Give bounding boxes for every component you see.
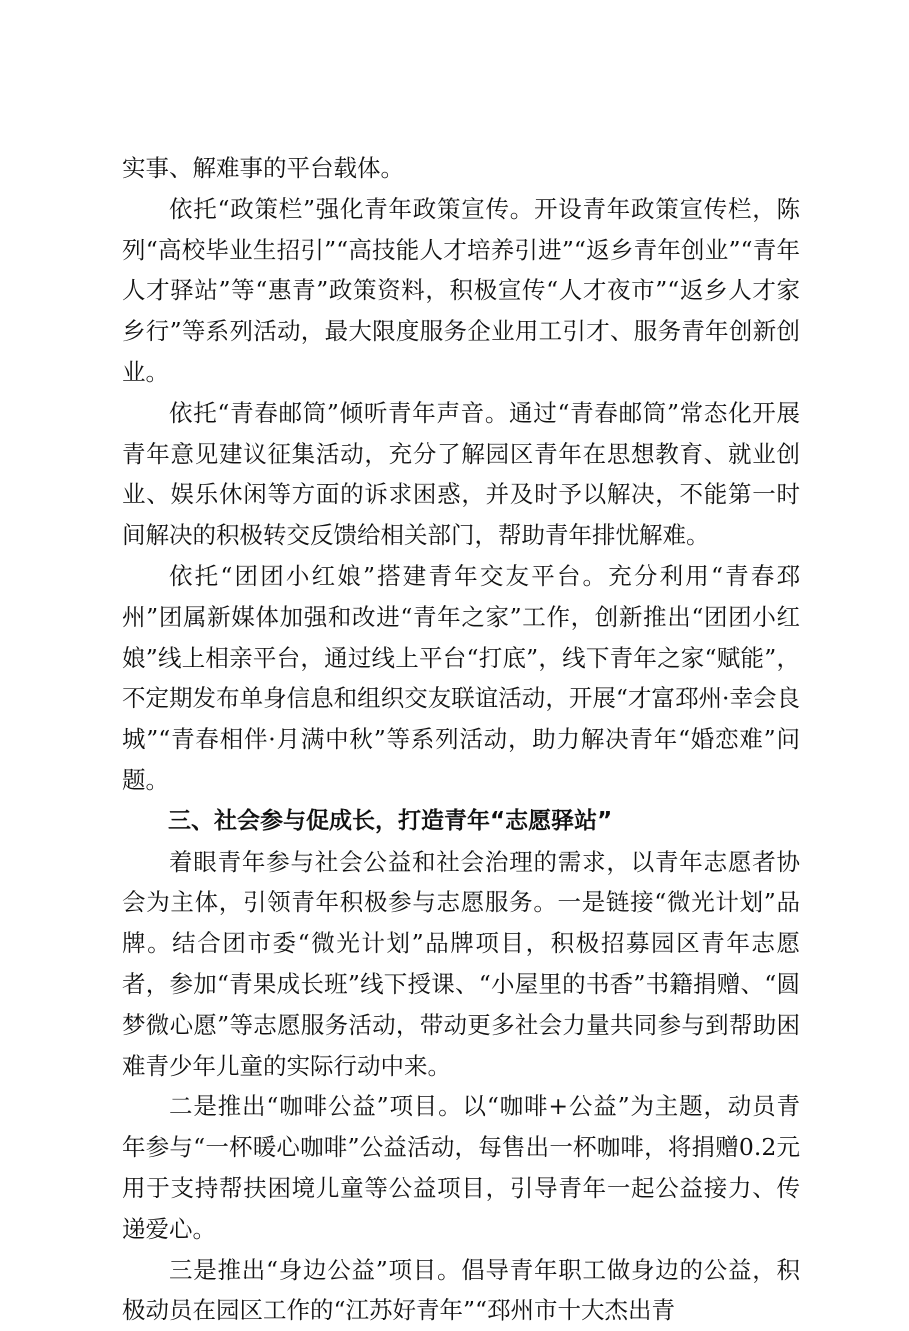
section-heading: 三、社会参与促成长，打造青年“志愿驿站”: [168, 807, 613, 834]
paragraph-policy-column: 依托“政策栏”强化青年政策宣传。开设青年政策宣传栏，陈列“高校毕业生招引”“高技能人才培养引进”“返乡青年创业”“青年人才驿站”等“惠青”政策资料，积极宣传“人才夜市”“返乡人才家乡行”等系列活动，最大限度服务企业用工引才、服务青年创新创业。: [122, 194, 800, 386]
paragraph-nearby-charity: 三是推出“身边公益”项目。倡导青年职工做身边的公益，积极动员在园区工作的“江苏好青年”“邳州市十大杰出青: [122, 1255, 800, 1325]
paragraph-matchmaker-platform: 依托“团团小红娘”搭建青年交友平台。充分利用“青春邳州”团属新媒体加强和改进“青年之家”工作，创新推出“团团小红娘”线上相亲平台，通过线上平台“打底”，线下青年之家“赋能”，不定期发布单身信息和组织交友联谊活动，开展“才富邳州·幸会良城”“青春相伴·月满中秋”等系列活动，助力解决青年“婚恋难”问题。: [122, 561, 800, 794]
paragraph-coffee-charity: 二是推出“咖啡公益”项目。以“咖啡+公益”为主题，动员青年参与“一杯暖心咖啡”公益活动，每售出一杯咖啡，将捐赠0.2元用于支持帮扶困境儿童等公益项目，引导青年一起公益接力、传递爱心。: [122, 1092, 800, 1243]
paragraph-volunteer-intro: 着眼青年参与社会公益和社会治理的需求，以青年志愿者协会为主体，引领青年积极参与志愿服务。一是链接“微光计划”品牌。结合团市委“微光计划”品牌项目，积极招募园区青年志愿者，参加“青果成长班”线下授课、“小屋里的书香”书籍捐赠、“圆梦微心愿”等志愿服务活动，带动更多社会力量共同参与到帮助困难青少年儿童的实际行动中来。: [122, 847, 800, 1080]
paragraph-youth-mailbox: 依托“青春邮筒”倾听青年声音。通过“青春邮筒”常态化开展青年意见建议征集活动，充分了解园区青年在思想教育、就业创业、娱乐休闲等方面的诉求困惑，并及时予以解决，不能第一时间解决的积极转交反馈给相关部门，帮助青年排忧解难。: [122, 398, 800, 550]
paragraph-continuation: 实事、解难事的平台载体。: [122, 154, 404, 182]
document-body: [122, 148, 800, 1331]
